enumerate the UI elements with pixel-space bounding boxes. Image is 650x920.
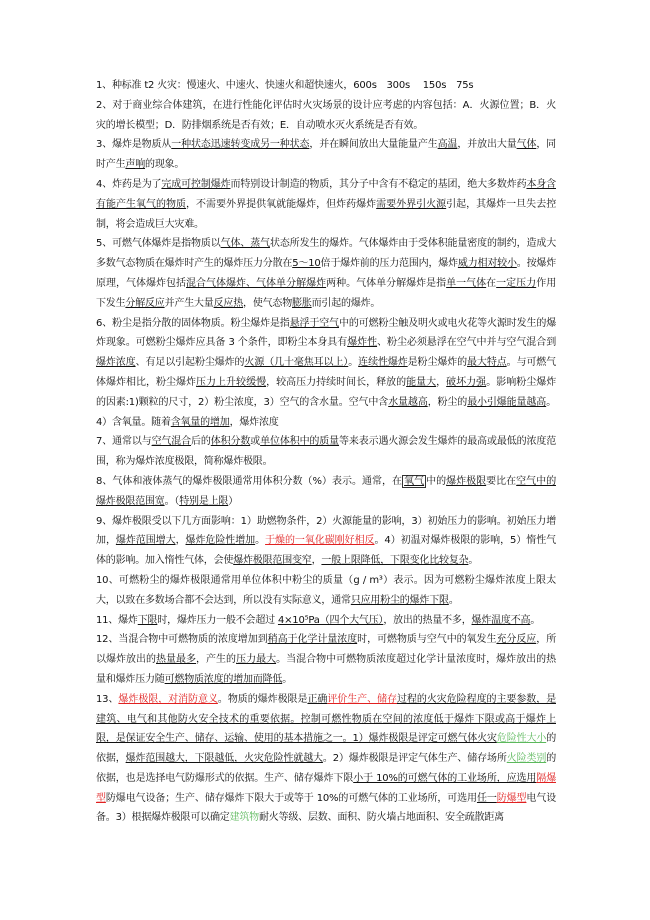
text-segment: 。	[282, 673, 293, 685]
text-segment: 的依据，	[96, 733, 556, 765]
text-segment: 。4）含氧量。随着	[96, 396, 556, 428]
text-segment: ，爆炸浓度	[229, 416, 279, 428]
item-1-text: 1、种标准 t2 火灾：慢速火、中速火、快速火和超快速火，600s 300s 150s 75s	[96, 80, 474, 91]
underlined-text: 爆炸性	[347, 337, 378, 349]
underlined-text: 一般上限降低，下限变化比较复杂	[321, 555, 469, 567]
underlined-text: 需要外界引火源	[376, 198, 447, 210]
text-segment: 耐火等级、层数、面积、防火墙占地面积、安全疏散距离	[258, 812, 504, 824]
underlined-text: 爆炸极限	[446, 475, 487, 487]
underlined-text: 高温	[437, 139, 458, 151]
text-segment: ，并放出大量	[457, 139, 517, 151]
underlined-text: 可燃物质浓度的增加而降低	[164, 673, 283, 685]
text-segment: 时，可燃物质与空气中的氧发生	[357, 634, 497, 646]
underlined-text: 体积分数	[210, 436, 251, 448]
text-segment: 要比在	[486, 475, 517, 487]
underlined-text: 正确	[307, 693, 328, 705]
text-segment: 。2）爆炸极限是评定气体生产、储存场所	[322, 753, 507, 765]
text-segment: 8、气体和液体蒸气的爆炸极限通常用体积分数（%）表示。通常，在	[96, 475, 403, 487]
text-segment: ，放出的热量不多，	[383, 614, 472, 626]
underlined-text: 声响	[125, 159, 146, 171]
text-segment: 9、爆炸极限受以下几方面影响：1）助燃物条件，2）火源能量的影响，3）初始压力的影响。初始压力增加，	[96, 515, 556, 547]
text-segment: 电气设备。3）根据爆炸极限可以确定	[96, 792, 557, 824]
red-underlined-text: 爆炸极限，对消防意义	[118, 693, 218, 705]
underlined-text: 连续性爆炸	[358, 357, 408, 369]
text-segment: 。与可燃气体爆炸相比，粉尘爆炸	[96, 357, 556, 388]
document-page	[96, 76, 556, 828]
text-segment: 的依据，也是选择电气防爆形式的依据。生产、储存爆炸下限	[96, 753, 557, 784]
text-segment: 状态所发生的爆炸。气体爆炸由于受体积能量密度的制约，造成大多数气态物质在爆炸时产生的爆炸压力分散在	[96, 238, 557, 270]
underlined-text: 反应热	[213, 297, 244, 309]
underlined-text: 威力相对较小	[457, 258, 517, 270]
item-5	[96, 234, 556, 313]
underlined-text: 混合气体爆炸、气体单分解爆炸	[186, 277, 327, 289]
text-segment: 在	[486, 277, 497, 289]
text-segment: ，	[311, 555, 322, 567]
text-segment: 防爆电气设备；生产、储存爆炸下限大于或等于 10%的可燃气体的工业场所，可选用	[105, 792, 477, 804]
text-segment: 。（	[164, 495, 180, 507]
underlined-text: 能量大	[406, 376, 437, 388]
text-segment: 7、通常以与	[96, 436, 152, 448]
text-segment: 3、爆炸是物质从	[96, 139, 172, 151]
text-segment: 10、可燃粉尘的爆炸极限通常用单位体积中粉尘的质量（g / m³）表示。因为可燃粉尘爆炸浓度上限太大，以致在多数场合都不会达到，所以没有实际意义，通常	[96, 574, 556, 606]
item-10	[96, 571, 556, 611]
text-segment: 。	[530, 614, 541, 626]
underlined-text: 下限	[137, 614, 158, 626]
underlined-text: 5～10	[292, 258, 321, 270]
underlined-text: 稍高于化学计量浓度	[267, 634, 358, 646]
green-text: 建筑物	[229, 812, 259, 824]
text-segment: ，较高压力持续时间长，释放的	[266, 376, 407, 388]
underlined-text: 单位体积中的质量	[260, 436, 340, 448]
underlined-text: 最小引爆能量越高	[467, 396, 547, 408]
underlined-text: 爆炸危险性增加	[185, 535, 256, 547]
underlined-text: 分解反应	[125, 297, 165, 309]
underlined-text: 完成可控制爆炸	[161, 178, 231, 190]
underlined-text: 小于 10%的可燃气体的工业场所，应选用	[353, 772, 537, 784]
underlined-text: 气体、蒸气	[220, 238, 270, 250]
underlined-text: 气体	[516, 139, 537, 151]
text-segment: 、有足以引起粉尘爆炸的	[135, 357, 245, 369]
text-segment: 。当混合物中可燃物质浓度超过化学计量浓度时，爆炸放出的热量和爆炸压力随	[96, 654, 556, 685]
underlined-text: 悬浮于空气	[289, 317, 340, 329]
item-1	[96, 76, 556, 96]
text-segment: ，同时产生	[96, 139, 556, 171]
red-underlined-text: 隔爆型	[96, 772, 556, 804]
underlined-text: 4×10⁵Pa（四个大气压）	[277, 614, 384, 626]
underlined-text: 火源（几十毫焦耳以上）	[244, 357, 349, 369]
red-underlined-text: 评价生产、储存	[327, 693, 397, 705]
boxed-text: 氧气	[404, 475, 425, 487]
text-segment: 或	[250, 436, 261, 448]
text-segment: 6、粉尘是指分散的固体物质。粉尘爆炸是指	[96, 317, 290, 329]
text-segment: ，使气态物	[243, 297, 293, 309]
red-underlined-text: 防爆型	[496, 792, 527, 804]
item-13	[96, 690, 556, 829]
underlined-text: 任一	[476, 792, 497, 804]
text-segment: ，并在瞬间放出大量能量产生	[309, 139, 438, 151]
item-2	[96, 96, 556, 136]
text-segment: 。影响粉尘爆炸的因素:1)颗粒的尺寸，2）粉尘浓度，3）空气的含水量。空气中含	[96, 376, 557, 408]
item-3	[96, 135, 556, 175]
text-segment: 13、	[96, 693, 119, 705]
underlined-text: 爆炸极限范围变窄	[233, 555, 312, 567]
underlined-text: 热量最多	[156, 654, 197, 666]
text-segment: 中的	[426, 475, 447, 487]
underlined-text: 压力上升较缓慢	[196, 376, 267, 388]
underlined-text: 压力最大	[236, 654, 277, 666]
underlined-text: 最大特点	[467, 357, 507, 369]
underlined-text: 爆炸范围越大，下限越低，火灾危险性就越大	[125, 753, 323, 765]
text-segment: 并产生大量	[164, 297, 214, 309]
underlined-text: 破坏力强	[446, 376, 487, 388]
text-segment: 。4）初温对爆炸极限的影响，5）惰性气体的影响。加入惰性气体，会使	[96, 535, 556, 567]
underlined-text: 单一气体	[446, 277, 487, 289]
item-4	[96, 175, 556, 234]
text-segment: 。	[348, 357, 359, 369]
underlined-text: 过程的火灾危险程度的主要参数，是建筑、电气和其他防火安全技术的重要依据。控制可燃性物质在空间的浓度低于爆炸下限或高于爆炸上限，是保证安全生产、储存、运输、使用的基本措施之一。1）爆炸极限是评定可燃气体火灾	[96, 693, 556, 745]
text-segment: ，粉尘的	[427, 396, 468, 408]
green-underlined-text: 危险性大小	[496, 733, 547, 745]
text-segment: 等来表示遇火源会发生爆炸的最高或最低的浓度范围，称为爆炸浓度极限，简称爆炸极限。	[96, 436, 556, 468]
text-segment: ，	[175, 535, 186, 547]
text-segment: 而特别设计制造的物质，其分子中含有不稳定的基团，绝大多数炸药	[230, 178, 527, 190]
item-6	[96, 314, 556, 433]
text-segment: 时，爆炸压力一般不会超过	[157, 614, 278, 626]
underlined-text: 爆炸温度不高	[471, 614, 531, 626]
text-segment: 、粉尘必须悬浮在空气中并与空气混合到	[377, 337, 556, 349]
text-segment: 4、炸药是为了	[96, 178, 162, 190]
underlined-text: 膨胀	[292, 297, 312, 309]
underlined-text: 充分反应	[496, 634, 537, 646]
text-segment: 11、爆炸	[96, 614, 138, 626]
text-segment: 后的	[191, 436, 211, 448]
item-2-text: 2、对于商业综合体建筑，在进行性能化评估时火灾场景的设计应考虑的内容包括：A．火源位置；B．火灾的增长模型；D．防排烟系统是否有效；E．自动喷水灭火系统是否有效。	[96, 99, 556, 131]
text-segment: 是粉尘爆炸的	[407, 357, 468, 369]
underlined-text: 水量越高	[388, 396, 428, 408]
underlined-text: 一定压力	[496, 277, 537, 289]
green-underlined-text: 火险类别	[506, 753, 547, 765]
text-segment: 。	[448, 594, 459, 606]
text-segment: 作用下发生	[96, 277, 556, 309]
underlined-text: 本身含有能产生氧气的物质	[96, 178, 556, 210]
text-segment: 而引起的爆炸。	[311, 297, 381, 309]
text-segment: 的现象。	[145, 159, 185, 171]
item-7	[96, 432, 556, 472]
text-segment: ）	[228, 495, 239, 507]
item-12	[96, 630, 556, 689]
text-segment: ，产生的	[196, 654, 237, 666]
text-segment: 12、当混合物中可燃物质的浓度增加到	[96, 634, 268, 646]
red-underlined-text: 于燥的一氧化碳刚好相反	[265, 535, 375, 547]
item-8	[96, 472, 556, 512]
item-9	[96, 512, 556, 571]
text-segment: 。	[255, 535, 266, 547]
underlined-text: 空气混合	[151, 436, 192, 448]
item-11	[96, 611, 556, 631]
text-segment: ，	[436, 376, 447, 388]
text-segment: 。物质的爆炸极限是	[217, 693, 308, 705]
underlined-text: 特别是上限	[179, 495, 229, 507]
underlined-text: 含氧量的增加	[170, 416, 230, 428]
text-segment: 5、可燃气体爆炸是指物质以	[96, 238, 221, 250]
underlined-text: 爆炸范围增大	[115, 535, 176, 547]
text-segment: 。	[468, 555, 479, 567]
underlined-text: 只应用粉尘的爆炸下限	[350, 594, 449, 606]
text-segment: 。按爆炸原理，气体爆炸包括	[96, 258, 556, 289]
text-segment: 中的可燃粉尘触及明火或电火花等火源时发生的爆炸现象。可燃粉尘爆炸应具备 3 个条件，即粉尘本身具有	[96, 317, 556, 349]
underlined-text: 空气中的爆炸极限范围宽	[96, 475, 556, 507]
text-segment: ，不需要外界提供氧就能爆炸，但炸药爆炸	[186, 198, 377, 210]
underlined-text: 一种状态迅速转变成另一种状态	[171, 139, 310, 151]
text-segment: 两种。气体单分解爆炸是指	[326, 277, 447, 289]
text-segment: ，所以爆炸放出的	[96, 634, 556, 666]
text-segment: 引起，其爆炸一旦失去控制，将会造成巨大灾难。	[96, 198, 556, 230]
text-segment: 倍于爆炸前的压力范围内，爆炸	[320, 258, 458, 270]
underlined-text: 爆炸浓度	[96, 357, 136, 369]
